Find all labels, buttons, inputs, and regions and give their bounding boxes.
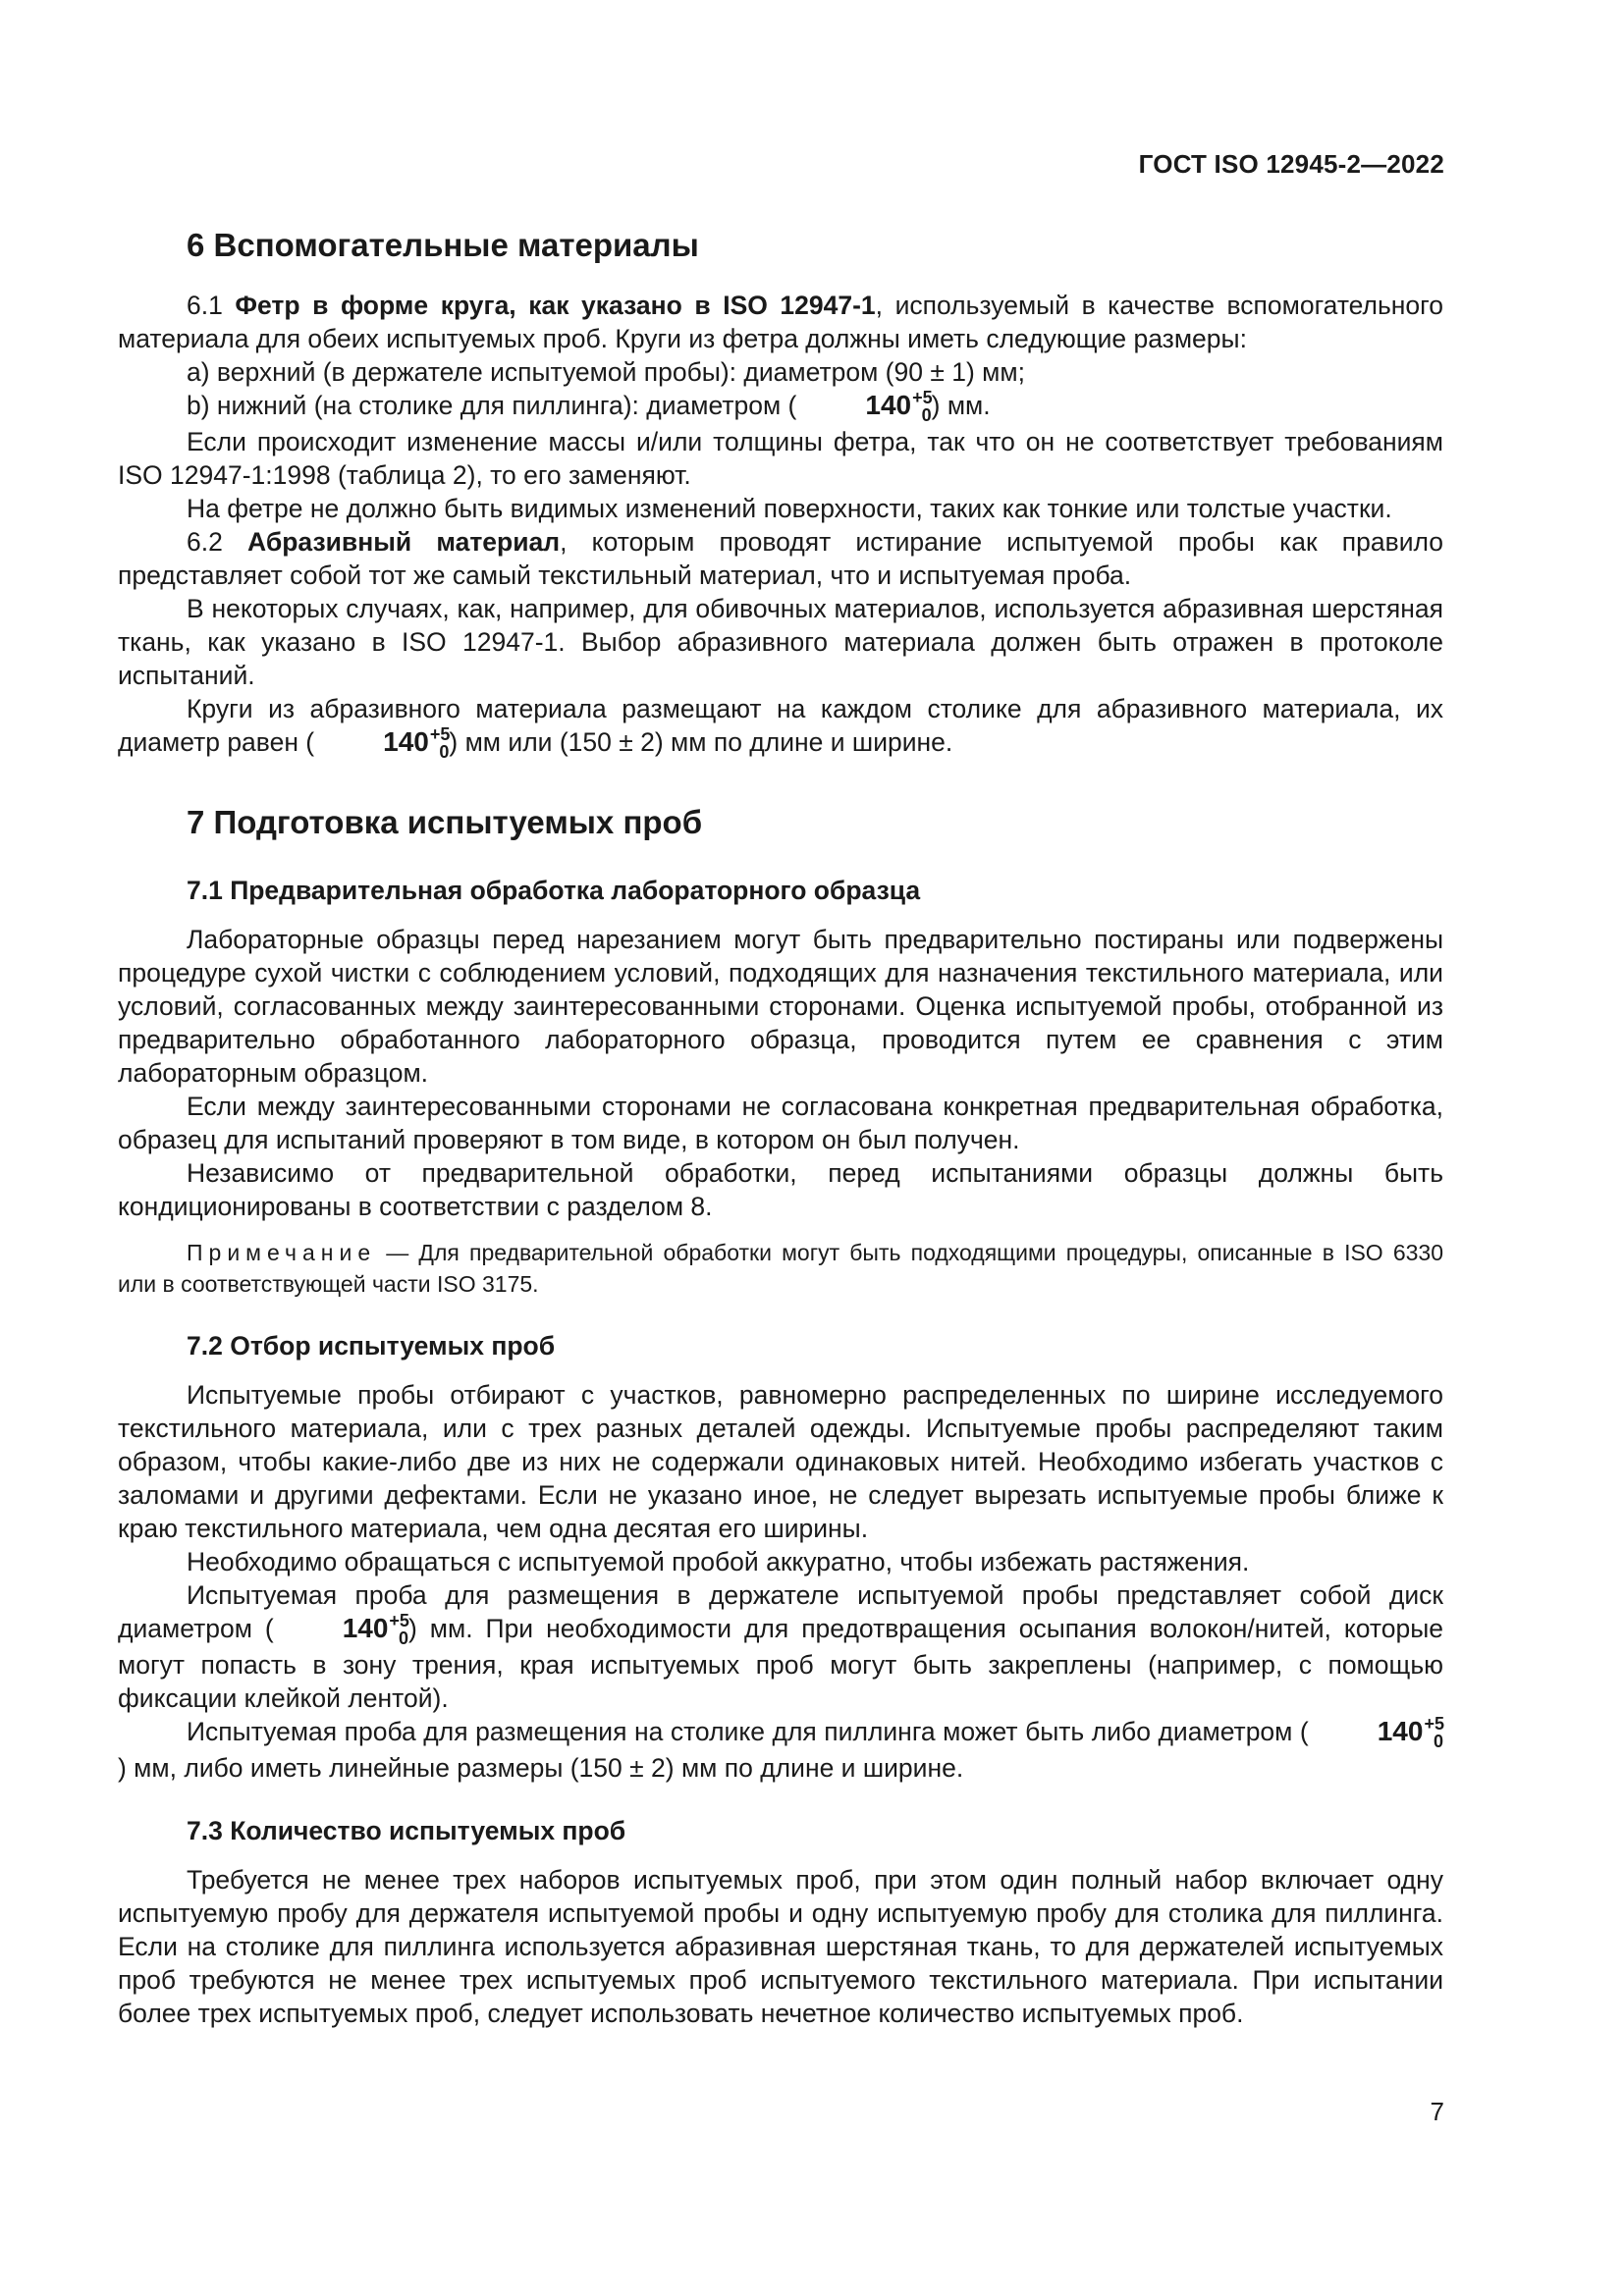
document-id-header: ГОСТ ISO 12945-2—2022 (1138, 149, 1444, 179)
paragraph-text: Испытуемая проба для размещения на столике для пиллинга может быть либо диаметром ( (187, 1717, 1309, 1746)
tolerance-value (314, 725, 449, 762)
paragraph-text: , которым проводят истирание испытуемой пробы как правило представляет собой тот же самый текстильный материал, что и испытуемая проба. (118, 527, 1443, 590)
paragraph: Если между заинтересованными сторонами не согласована конкретная предварительная обработка, образец для испытаний проверяют в том виде, в котором он был получен. (118, 1092, 1443, 1154)
section-spacer (118, 762, 1443, 801)
note (118, 1237, 1443, 1300)
tolerance-value (1309, 1715, 1443, 1751)
paragraph-text: , используемый в качестве вспомогательного материала для обеих испытуемых проб. Круги из фетра должны иметь следующие размеры: (118, 291, 1443, 353)
tolerance-upper: +5 (1424, 1714, 1444, 1734)
paragraph-text: Испытуемая проба для размещения в держателе испытуемой пробы представляет собой диск диаметром ( (118, 1580, 1443, 1643)
clause-number: 6.2 (187, 527, 248, 557)
list-item-a: а) верхний (в держателе испытуемой пробы): диаметром (90 ± 1) мм; (187, 357, 1025, 387)
tolerance-lower: 0 (398, 1629, 408, 1648)
paragraph-text: ) мм или (150 ± 2) мм по длине и ширине. (449, 727, 953, 757)
tolerance-base: 140 (1377, 1716, 1424, 1746)
section-7-title: 7 Подготовка испытуемых проб (187, 804, 703, 840)
bold-term: Абразивный материал (247, 527, 561, 557)
tolerance-upper: +5 (912, 388, 933, 407)
paragraph: Если происходит изменение массы и/или толщины фетра, так что он не соответствует требованиям ISO 12947-1:1998 (таблица 2), то его заменяют. (118, 427, 1443, 490)
subsection-7-2-title: 7.2 Отбор испытуемых проб (187, 1331, 556, 1361)
paragraph (118, 1578, 1443, 1715)
paragraph-6-2 (118, 525, 1443, 592)
paragraph-text: b) нижний (на столике для пиллинга): диаметром ( (187, 391, 797, 420)
section-6-title: 6 Вспомогательные материалы (187, 227, 699, 263)
tolerance-value (274, 1612, 408, 1648)
paragraph-6-1 (118, 289, 1443, 355)
paragraph: Независимо от предварительной обработки, перед испытаниями образцы должны быть кондиционированы в соответствии с разделом 8. (118, 1158, 1443, 1221)
tolerance-upper: +5 (429, 724, 451, 744)
page-number: 7 (1430, 2097, 1444, 2126)
tolerance-lower: 0 (921, 405, 932, 425)
paragraph: Испытуемые пробы отбирают с участков, равномерно распределенных по ширине исследуемого текстильного материала, или с трех разных деталей одежды. Испытуемые пробы распределяют таким образом, чтобы какие-либо две из них не содержали одинаковых нитей. Необходимо избегать участков с заломами и другими дефектами. Если не указано иное, не следует вырезать испытуемые пробы ближе к краю текстильного материала, чем одна десятая его ширины. (118, 1380, 1443, 1543)
subsection-7-3-title: 7.3 Количество испытуемых проб (187, 1816, 626, 1845)
paragraph-text: ) мм, либо иметь линейные размеры (150 ± 2) мм по длине и ширине. (118, 1753, 964, 1783)
page-content (118, 224, 1443, 2030)
clause-number: 6.1 (187, 291, 236, 320)
paragraph: В некоторых случаях, как, например, для обивочных материалов, используется абразивная шерстяная ткань, как указано в ISO 12947-1. Выбор абразивного материала должен быть отражен в протоколе испытаний. (118, 594, 1443, 690)
paragraph: На фетре не должно быть видимых изменений поверхности, таких как тонкие или толстые участки. (187, 494, 1392, 523)
paragraph (118, 692, 1443, 762)
tolerance-base: 140 (342, 1613, 389, 1643)
paragraph: Лабораторные образцы перед нарезанием могут быть предварительно постираны или подвержены процедуре сухой чистки с соблюдением условий, подходящих для назначения текстильного материала, или условий, согласованных между заинтересованными сторонами. Оценка испытуемой пробы, отобранной из предварительно обработанного лабораторного образца, проводится путем ее сравнения с этим лабораторным образцом. (118, 925, 1443, 1088)
tolerance-lower: 0 (1433, 1732, 1443, 1751)
tolerance-base: 140 (865, 390, 912, 420)
paragraph: Требуется не менее трех наборов испытуемых проб, при этом один полный набор включает одну испытуемую пробу для держателя испытуемой пробы и одну испытуемую пробу для столика для пиллинга. Если на столике для пиллинга используется абразивная шерстяная ткань, то для держателей испытуемых проб требуются не менее трех испытуемых проб испытуемого текстильного материала. При испытании более трех испытуемых проб, следует использовать нечетное количество испытуемых проб. (118, 1865, 1443, 2028)
paragraph: Необходимо обращаться с испытуемой пробой аккуратно, чтобы избежать растяжения. (187, 1547, 1250, 1576)
tolerance-lower: 0 (439, 742, 450, 762)
paragraph-text: ) мм. При необходимости для предотвращения осыпания волокон/нитей, которые могут попасть в зону трения, края испытуемых проб могут быть закреплены (например, с помощью фиксации клейкой лентой). (118, 1614, 1443, 1713)
list-item-b (118, 389, 1443, 425)
note-text: — Для предварительной обработки могут быть подходящими процедуры, описанные в ISO 6330 или в соответствующей части ISO 3175. (118, 1240, 1443, 1297)
paragraph (118, 1715, 1443, 1785)
tolerance-value (796, 389, 931, 425)
paragraph-text: Круги из абразивного материала размещают на каждом столике для абразивного материала, их диаметр равен ( (118, 694, 1443, 757)
bold-term: Фетр в форме круга, как указано в ISO 12947-1 (235, 291, 876, 320)
paragraph-text: ) мм. (931, 391, 991, 420)
tolerance-base: 140 (383, 726, 429, 757)
subsection-7-1-title: 7.1 Предварительная обработка лабораторного образца (187, 876, 921, 905)
note-label: Примечание (187, 1240, 377, 1265)
tolerance-upper: +5 (389, 1611, 409, 1630)
